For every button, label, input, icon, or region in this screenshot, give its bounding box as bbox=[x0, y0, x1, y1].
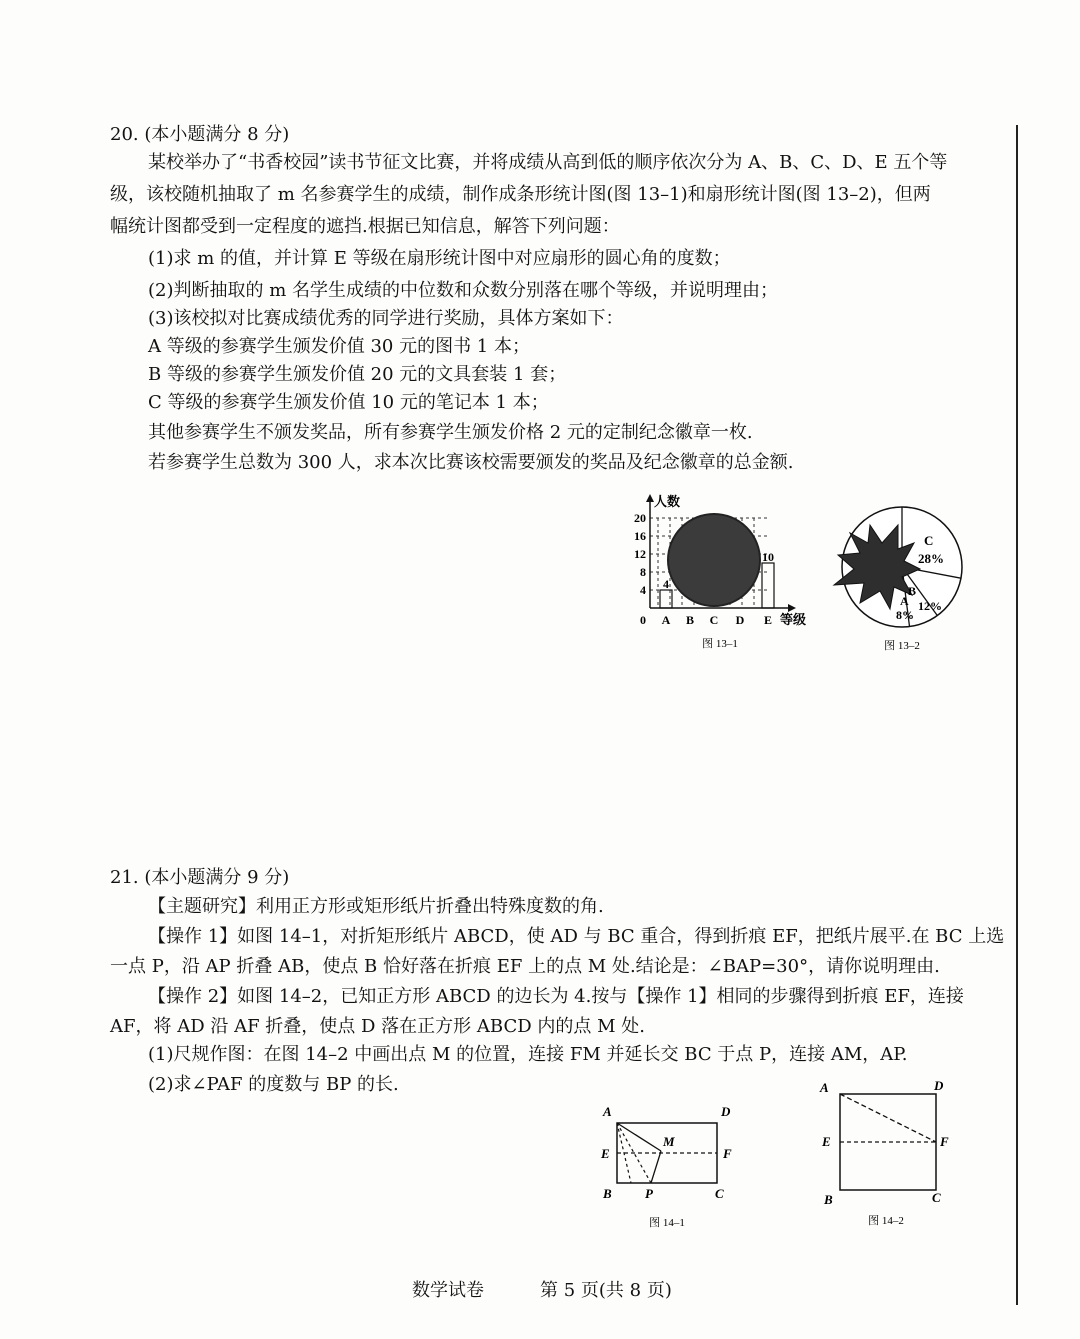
y-axis-label: 人数 bbox=[654, 494, 681, 509]
label-c: C bbox=[715, 1186, 724, 1201]
q20-line-7: A 等级的参赛学生颁发价值 30 元的图书 1 本； bbox=[148, 336, 530, 357]
q21-line-1: 【主题研究】利用正方形或矩形纸片折叠出特殊度数的角. bbox=[148, 896, 604, 917]
label-b: B bbox=[603, 1186, 612, 1201]
q20-line-10: 其他参赛学生不颁发奖品，所有参赛学生颁发价格 2 元的定制纪念徽章一枚. bbox=[148, 422, 753, 443]
q20-line-9: C 等级的参赛学生颁发价值 10 元的笔记本 1 本； bbox=[148, 392, 549, 413]
q21-line-4: 【操作 2】如图 14–2，已知正方形 ABCD 的边长为 4.按与【操作 1】相同的步骤得到折痕 EF，连接 bbox=[148, 986, 964, 1007]
label-e: E bbox=[601, 1146, 610, 1161]
segment-am bbox=[617, 1123, 661, 1151]
figure-14-1 bbox=[595, 1098, 745, 1233]
pie-pct-c: 28% bbox=[918, 551, 944, 566]
label-d: D bbox=[934, 1078, 944, 1093]
label-f: F bbox=[723, 1146, 732, 1161]
label-a: A bbox=[603, 1104, 612, 1119]
q20-line-5: (2)判断抽取的 m 名学生成绩的中位数和众数分别落在哪个等级，并说明理由； bbox=[148, 280, 779, 301]
footer-subject: 数学试卷 bbox=[412, 1280, 484, 1301]
label-p: P bbox=[645, 1186, 653, 1201]
pie-label-a: A bbox=[900, 594, 909, 608]
q21-line-2: 【操作 1】如图 14–1，对折矩形纸片 ABCD，使 AD 与 BC 重合，得到折痕 EF，把纸片展平.在 BC 上选 bbox=[148, 926, 1005, 947]
q20-line-8: B 等级的参赛学生颁发价值 20 元的文具套装 1 套； bbox=[148, 364, 567, 385]
figure-14-2 bbox=[810, 1072, 970, 1232]
x-tick-e: E bbox=[763, 613, 773, 627]
pie-pct-b: 12% bbox=[918, 599, 942, 613]
x-tick-b: B bbox=[685, 613, 695, 627]
margin-rule bbox=[1016, 125, 1018, 1305]
segment-mp bbox=[651, 1151, 661, 1183]
label-e: E bbox=[822, 1134, 831, 1149]
caption-13-1: 图 13–1 bbox=[702, 638, 738, 650]
q21-line-5: AF，将 AD 沿 AF 折叠，使点 D 落在正方形 ABCD 内的点 M 处. bbox=[110, 1016, 645, 1037]
pie-label-c: C bbox=[924, 533, 934, 548]
y-tick-16: 16 bbox=[634, 529, 646, 543]
q20-heading: 20. (本小题满分 8 分) bbox=[110, 124, 290, 145]
y-tick-20: 20 bbox=[634, 511, 646, 525]
y-tick-8: 8 bbox=[640, 565, 646, 579]
q21-line-7: (2)求∠PAF 的度数与 BP 的长. bbox=[148, 1074, 399, 1095]
fig-14-2-diagram bbox=[810, 1072, 970, 1232]
caption-14-1: 图 14–1 bbox=[649, 1217, 685, 1229]
bar-a-value: 4 bbox=[663, 577, 669, 591]
pie-pct-a: 8% bbox=[896, 608, 914, 622]
x-tick-d: D bbox=[735, 613, 745, 627]
figure-13-2 bbox=[820, 495, 980, 660]
y-tick-4: 4 bbox=[640, 583, 646, 597]
origin-label: 0 bbox=[640, 613, 646, 627]
label-c: C bbox=[932, 1190, 941, 1205]
q21-heading: 21. (本小题满分 9 分) bbox=[110, 867, 290, 888]
figure-13-1 bbox=[610, 490, 810, 660]
x-tick-c: C bbox=[709, 613, 719, 627]
label-b: B bbox=[824, 1192, 833, 1207]
y-axis-arrow bbox=[646, 494, 654, 502]
occluding-circle bbox=[668, 514, 760, 606]
q21-line-6: (1)尺规作图：在图 14–2 中画出点 M 的位置，连接 FM 并延长交 BC 于点 P，连接 AM，AP. bbox=[148, 1044, 908, 1065]
label-a: A bbox=[820, 1080, 829, 1095]
label-d: D bbox=[721, 1104, 731, 1119]
segment-af bbox=[840, 1094, 936, 1142]
q21-line-3: 一点 P，沿 AP 折叠 AB，使点 B 恰好落在折痕 EF 上的点 M 处.结论是：∠BAP=30°，请你说明理由. bbox=[110, 956, 940, 977]
x-axis-arrow bbox=[788, 604, 796, 612]
label-f: F bbox=[940, 1134, 949, 1149]
q20-line-11: 若参赛学生总数为 300 人，求本次比赛该校需要颁发的奖品及纪念徽章的总金额. bbox=[148, 452, 794, 473]
caption-13-2: 图 13–2 bbox=[884, 640, 920, 652]
footer-page-number: 第 5 页(共 8 页) bbox=[540, 1280, 672, 1301]
y-tick-12: 12 bbox=[634, 547, 646, 561]
x-axis-label: 等级 bbox=[780, 612, 807, 627]
label-m: M bbox=[663, 1134, 675, 1149]
fig-14-1-diagram bbox=[595, 1098, 745, 1233]
q20-line-1: 某校举办了“书香校园”读书节征文比赛，并将成绩从高到低的顺序依次分为 A、B、C、D、E 五个等 bbox=[148, 152, 948, 173]
caption-14-2: 图 14–2 bbox=[868, 1215, 904, 1227]
q20-line-3: 幅统计图都受到一定程度的遮挡.根据已知信息，解答下列问题： bbox=[110, 216, 620, 237]
x-tick-a: A bbox=[661, 613, 671, 627]
q20-line-6: (3)该校拟对比赛成绩优秀的同学进行奖励，具体方案如下： bbox=[148, 308, 624, 329]
q20-line-2: 级，该校随机抽取了 m 名参赛学生的成绩，制作成条形统计图(图 13–1)和扇形统计图(图 13–2)，但两 bbox=[110, 184, 931, 205]
q20-line-4: (1)求 m 的值，并计算 E 等级在扇形统计图中对应扇形的圆心角的度数； bbox=[148, 248, 731, 269]
bar-e bbox=[762, 563, 774, 608]
pie-chart bbox=[820, 495, 980, 660]
bar-e-value: 10 bbox=[762, 550, 774, 564]
bar-chart bbox=[610, 490, 810, 660]
pie-label-b: B bbox=[908, 584, 917, 598]
